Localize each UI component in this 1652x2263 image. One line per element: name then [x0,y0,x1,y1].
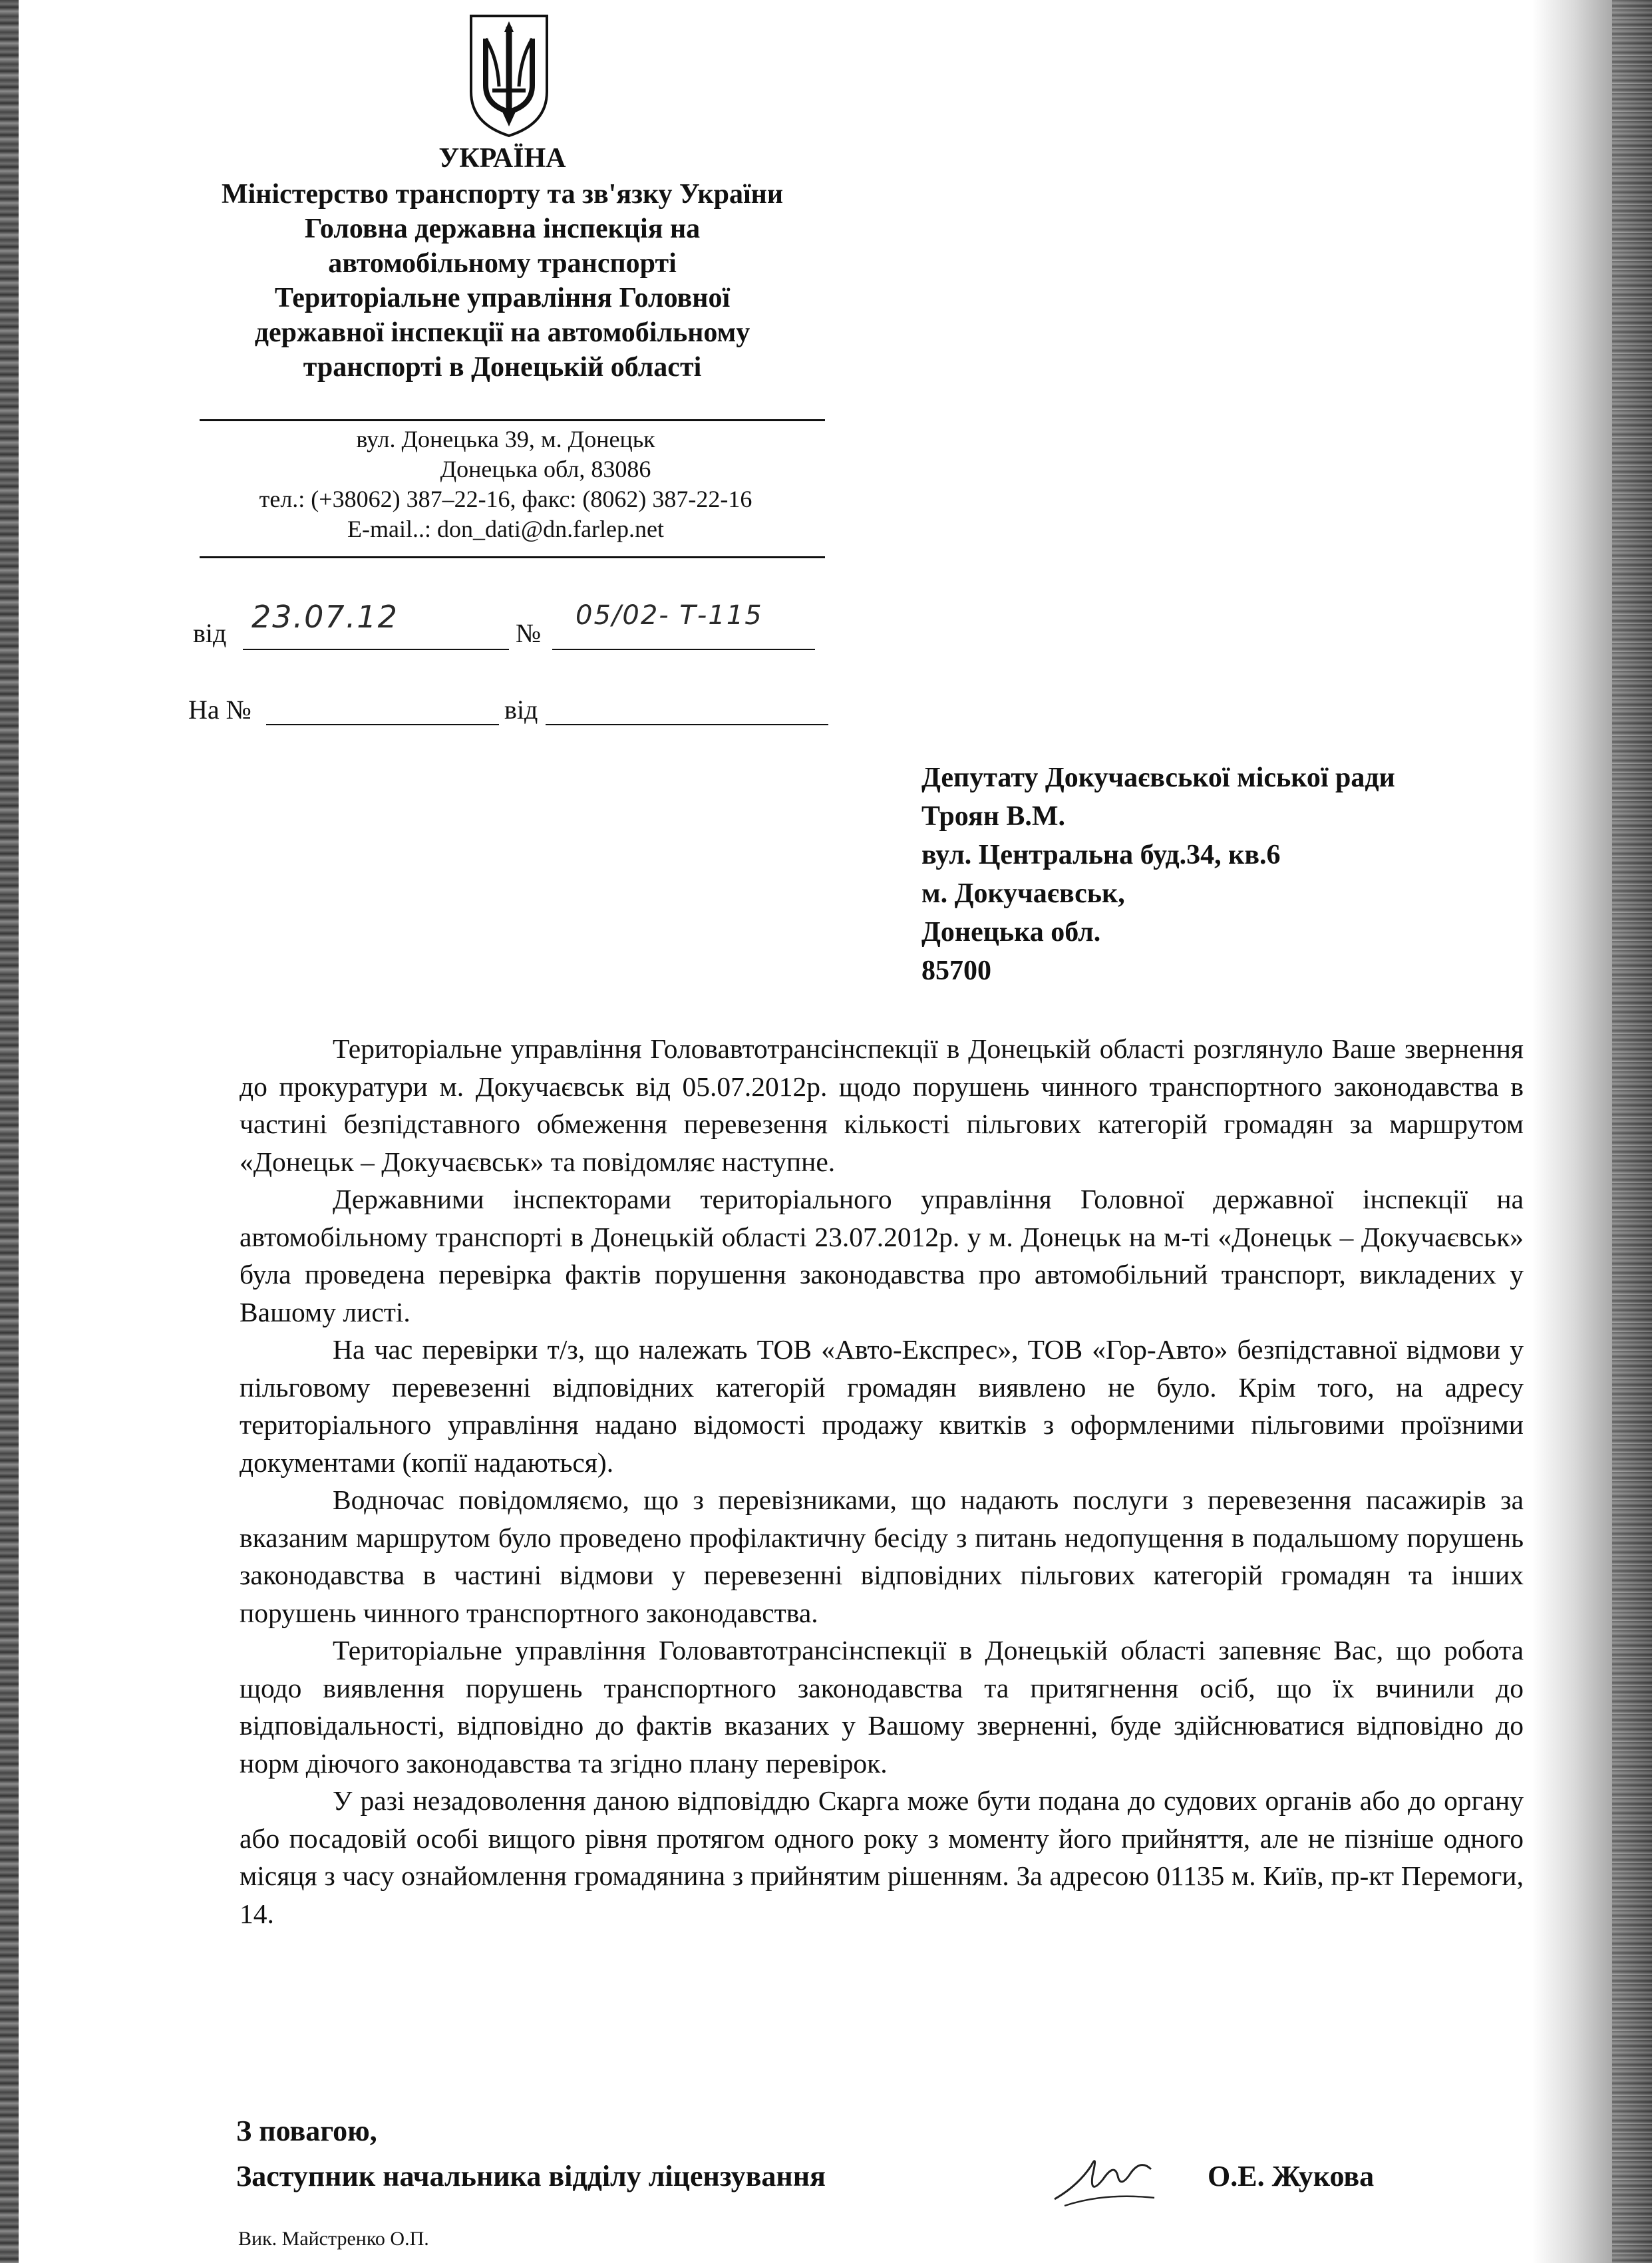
scan-edge-left [0,0,19,2263]
reply-date-underline [546,724,828,725]
handwritten-signature [1051,2139,1158,2212]
paragraph: Державними інспекторами територіального управління Головної державної інспекції на автомобільному транспорті в Донецькій області 23.07.2012р. у м. Донецьк на м-ті «Донецьк – Докучаєвськ» була проведена перевірка фактів порушення законодавства про автомобільний транспорт, викладених у Вашому листі. [240,1184,1524,1327]
number-label: № [516,618,542,648]
recipient-title: Депутату Докучаєвської міської ради [921,763,1395,793]
letter-body [240,1030,1524,1932]
org-line: державної інспекції на автомобільному [254,317,750,348]
date-label: від [193,618,227,648]
letterhead-address [220,425,792,544]
org-line: автомобільному транспорті [328,248,677,279]
scan-edge-right [1612,0,1652,2263]
recipient-city: м. Докучаєвськ, [921,878,1125,909]
org-line: Міністерство транспорту та зв'язку України [221,179,784,210]
recipient-street: вул. Центральна буд.34, кв.6 [921,840,1281,870]
reply-number-underline [266,724,499,725]
recipient-name: Троян В.М. [921,801,1066,832]
reply-number-label: На № [188,695,251,725]
coat-of-arms-icon [466,12,552,138]
handwritten-number: 05/02- Т-115 [576,600,763,631]
number-underline [552,649,815,650]
address-street: вул. Донецька 39, м. Донецьк [356,426,655,452]
org-line: Територіальне управління Головної [274,283,731,313]
paragraph: У разі незадоволення даною відповіддю Скарга може бути подана до судових органів або до органу або посадовій особі вищого рівня протягом одного року з моменту його прийняття, але не пізніше одного місяця з часу ознайомлення громадянина з прийнятим рішенням. За адресою 01135 м. Київ, пр-кт Перемоги, 14. [240,1785,1524,1929]
org-line: транспорті в Донецькій області [303,352,702,383]
signatory-position: Заступник начальника відділу ліцензування [236,2160,826,2192]
org-line: Головна державна інспекція на [304,214,701,244]
letterhead-rule-bottom [200,556,825,558]
address-email: E-mail..: don_dati@dn.farlep.net [347,516,664,542]
address-region: Донецька обл, 83086 [440,456,651,482]
reply-date-label: від [504,695,538,725]
paragraph: Водночас повідомляємо, що з перевізниками, що надають послуги з перевезення пасажирів за вказаним маршрутом було проведено профілактичну бесіду з питань недопущення в подальшому порушень законодавства в частині відмови у перевезенні відповідних пільгових категорій громадян та інших порушень чинного транспортного законодавства. [240,1484,1524,1628]
recipient-block [921,759,1520,990]
address-phone: тел.: (+38062) 387–22-16, факс: (8062) 387-22-16 [259,486,752,512]
paragraph: Територіальне управління Головавтотрансінспекції в Донецькій області запевняє Вас, що робота щодо виявлення порушень транспортного законодавства та притягнення осіб, що їх вчинили до відповідальності, відповідно до фактів вказаних у Вашому зверненні, буде здійснюватися відповідно до норм діючого законодавства та згідно плану перевірок. [240,1635,1524,1779]
letterhead-country: УКРАЇНА [438,143,566,174]
paragraph: Територіальне управління Головавтотрансінспекції в Донецькій області розглянуло Ваше звернення до прокуратури м. Докучаєвськ від 05.07.2012р. щодо порушень чинного транспортного законодавства в частині безпідставного обмеження перевезення кількості пільгових категорій громадян за маршрутом «Донецьк – Докучаєвськ» та повідомляє наступне. [240,1033,1524,1177]
letterhead-rule-top [200,419,825,421]
paragraph: На час перевірки т/з, що належать ТОВ «Авто-Експрес», ТОВ «Гор-Авто» безпідставної відмови у пільговому перевезенні відповідних категорій громадян виявлено не було. Крім того, на адресу територіального управління надано відомості продажу квитків з оформленими пільговими проїзними документами (копії надаються). [240,1334,1524,1478]
date-underline [243,649,509,650]
handwritten-date: 23.07.12 [251,599,399,635]
closing-regards: З повагою, [236,2115,377,2147]
recipient-postcode: 85700 [921,956,991,986]
letterhead-organization [173,177,832,385]
signatory-name: О.Е. Жукова [1208,2160,1375,2192]
recipient-region: Донецька обл. [921,917,1101,948]
executor-note: Вик. Майстренко О.П. [238,2228,429,2250]
